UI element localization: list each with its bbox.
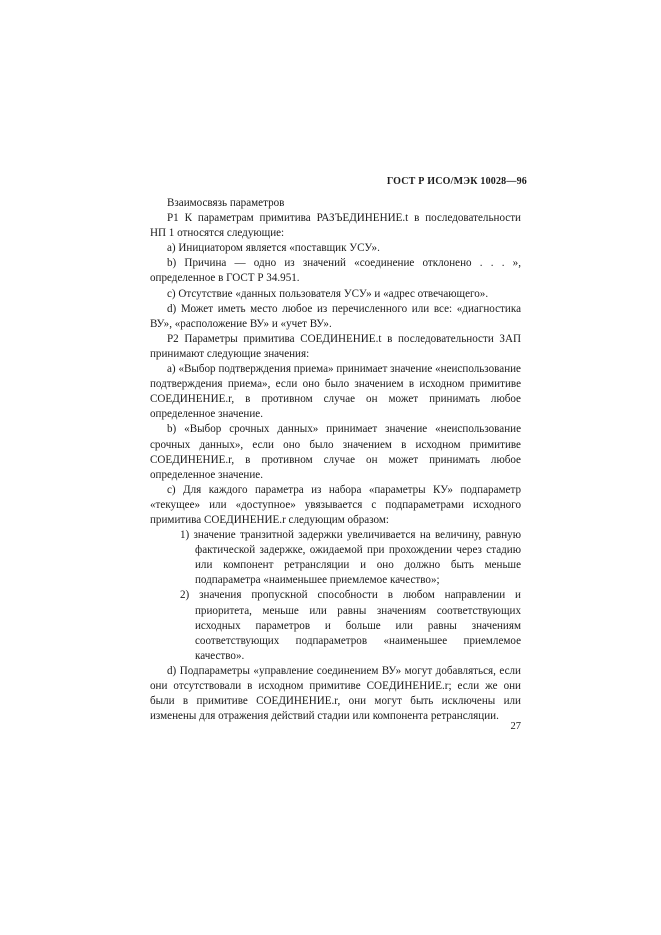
- page-number: 27: [510, 721, 521, 732]
- paragraph-p1-item-d: d) Может иметь место любое из перечисленного или все: «диагностика ВУ», «расположение ВУ» и «учет ВУ».: [150, 302, 521, 330]
- paragraph-p2-item-c: с) Для каждого параметра из набора «параметры КУ» подпараметр «текущее» или «доступное» увязывается с подпараметрами исходного примитива СОЕДИНЕНИЕ.r следующим образом:: [150, 483, 521, 526]
- paragraph-p1-intro: Р1 К параметрам примитива РАЗЪЕДИНЕНИЕ.t в последовательности НП 1 относятся следующие:: [150, 212, 521, 240]
- paragraph-p1-item-c: с) Отсутствие «данных пользователя УСУ» и «адрес отвечающего».: [167, 287, 489, 300]
- paragraph-p2-intro: Р2 Параметры примитива СОЕДИНЕНИЕ.t в последовательности ЗАП принимают следующие значения:: [150, 332, 521, 360]
- section-title: Взаимосвязь параметров: [167, 197, 285, 209]
- paragraph-p2-item-c-sub-1: 1) значение транзитной задержки увеличивается на величину, равную фактической задержке, ожидаемой при прохождении через стадию или компонент ретрансляции и оно должно быть меньше подпараметра «наименьшее приемлемое качество»;: [180, 529, 521, 587]
- paragraph-p1-item-b: b) Причина — одно из значений «соединение отклонено . . . », определенное в ГОСТ Р 34.951.: [150, 257, 521, 285]
- paragraph-p1-item-a: а) Инициатором является «поставщик УСУ».: [167, 242, 380, 255]
- paragraph-p2-item-a: а) «Выбор подтверждения приема» принимает значение «неиспользование подтверждения приема», если оно было значением в исходном примитиве СОЕДИНЕНИЕ.r, в противном случае он может принимать любое определенное значение.: [150, 363, 521, 421]
- document-header-code: ГОСТ Р ИСО/МЭК 10028—96: [386, 176, 527, 187]
- paragraph-p2-item-c-sub-2: 2) значения пропускной способности в любом направлении и приоритета, меньше или равны значениям соответствующих исходных параметров и больше или равны значениям соответствующих подпараметров «наименьшее приемлемое качество».: [180, 589, 521, 662]
- paragraph-p2-item-d: d) Подпараметры «управление соединением ВУ» могут добавляться, если они отсутствовали в исходном примитиве СОЕДИНЕНИЕ.r; если же они были в примитиве СОЕДИНЕНИЕ.r, они могут быть исключены или изменены для отражения действий стадии или компонента ретрансляции.: [150, 664, 521, 723]
- document-body: [150, 196, 521, 724]
- paragraph-p2-item-b: b) «Выбор срочных данных» принимает значение «неиспользование срочных данных», если оно было значением в исходном примитиве СОЕДИНЕНИЕ.r, в противном случае он может принимать любое определенное значение.: [150, 423, 521, 481]
